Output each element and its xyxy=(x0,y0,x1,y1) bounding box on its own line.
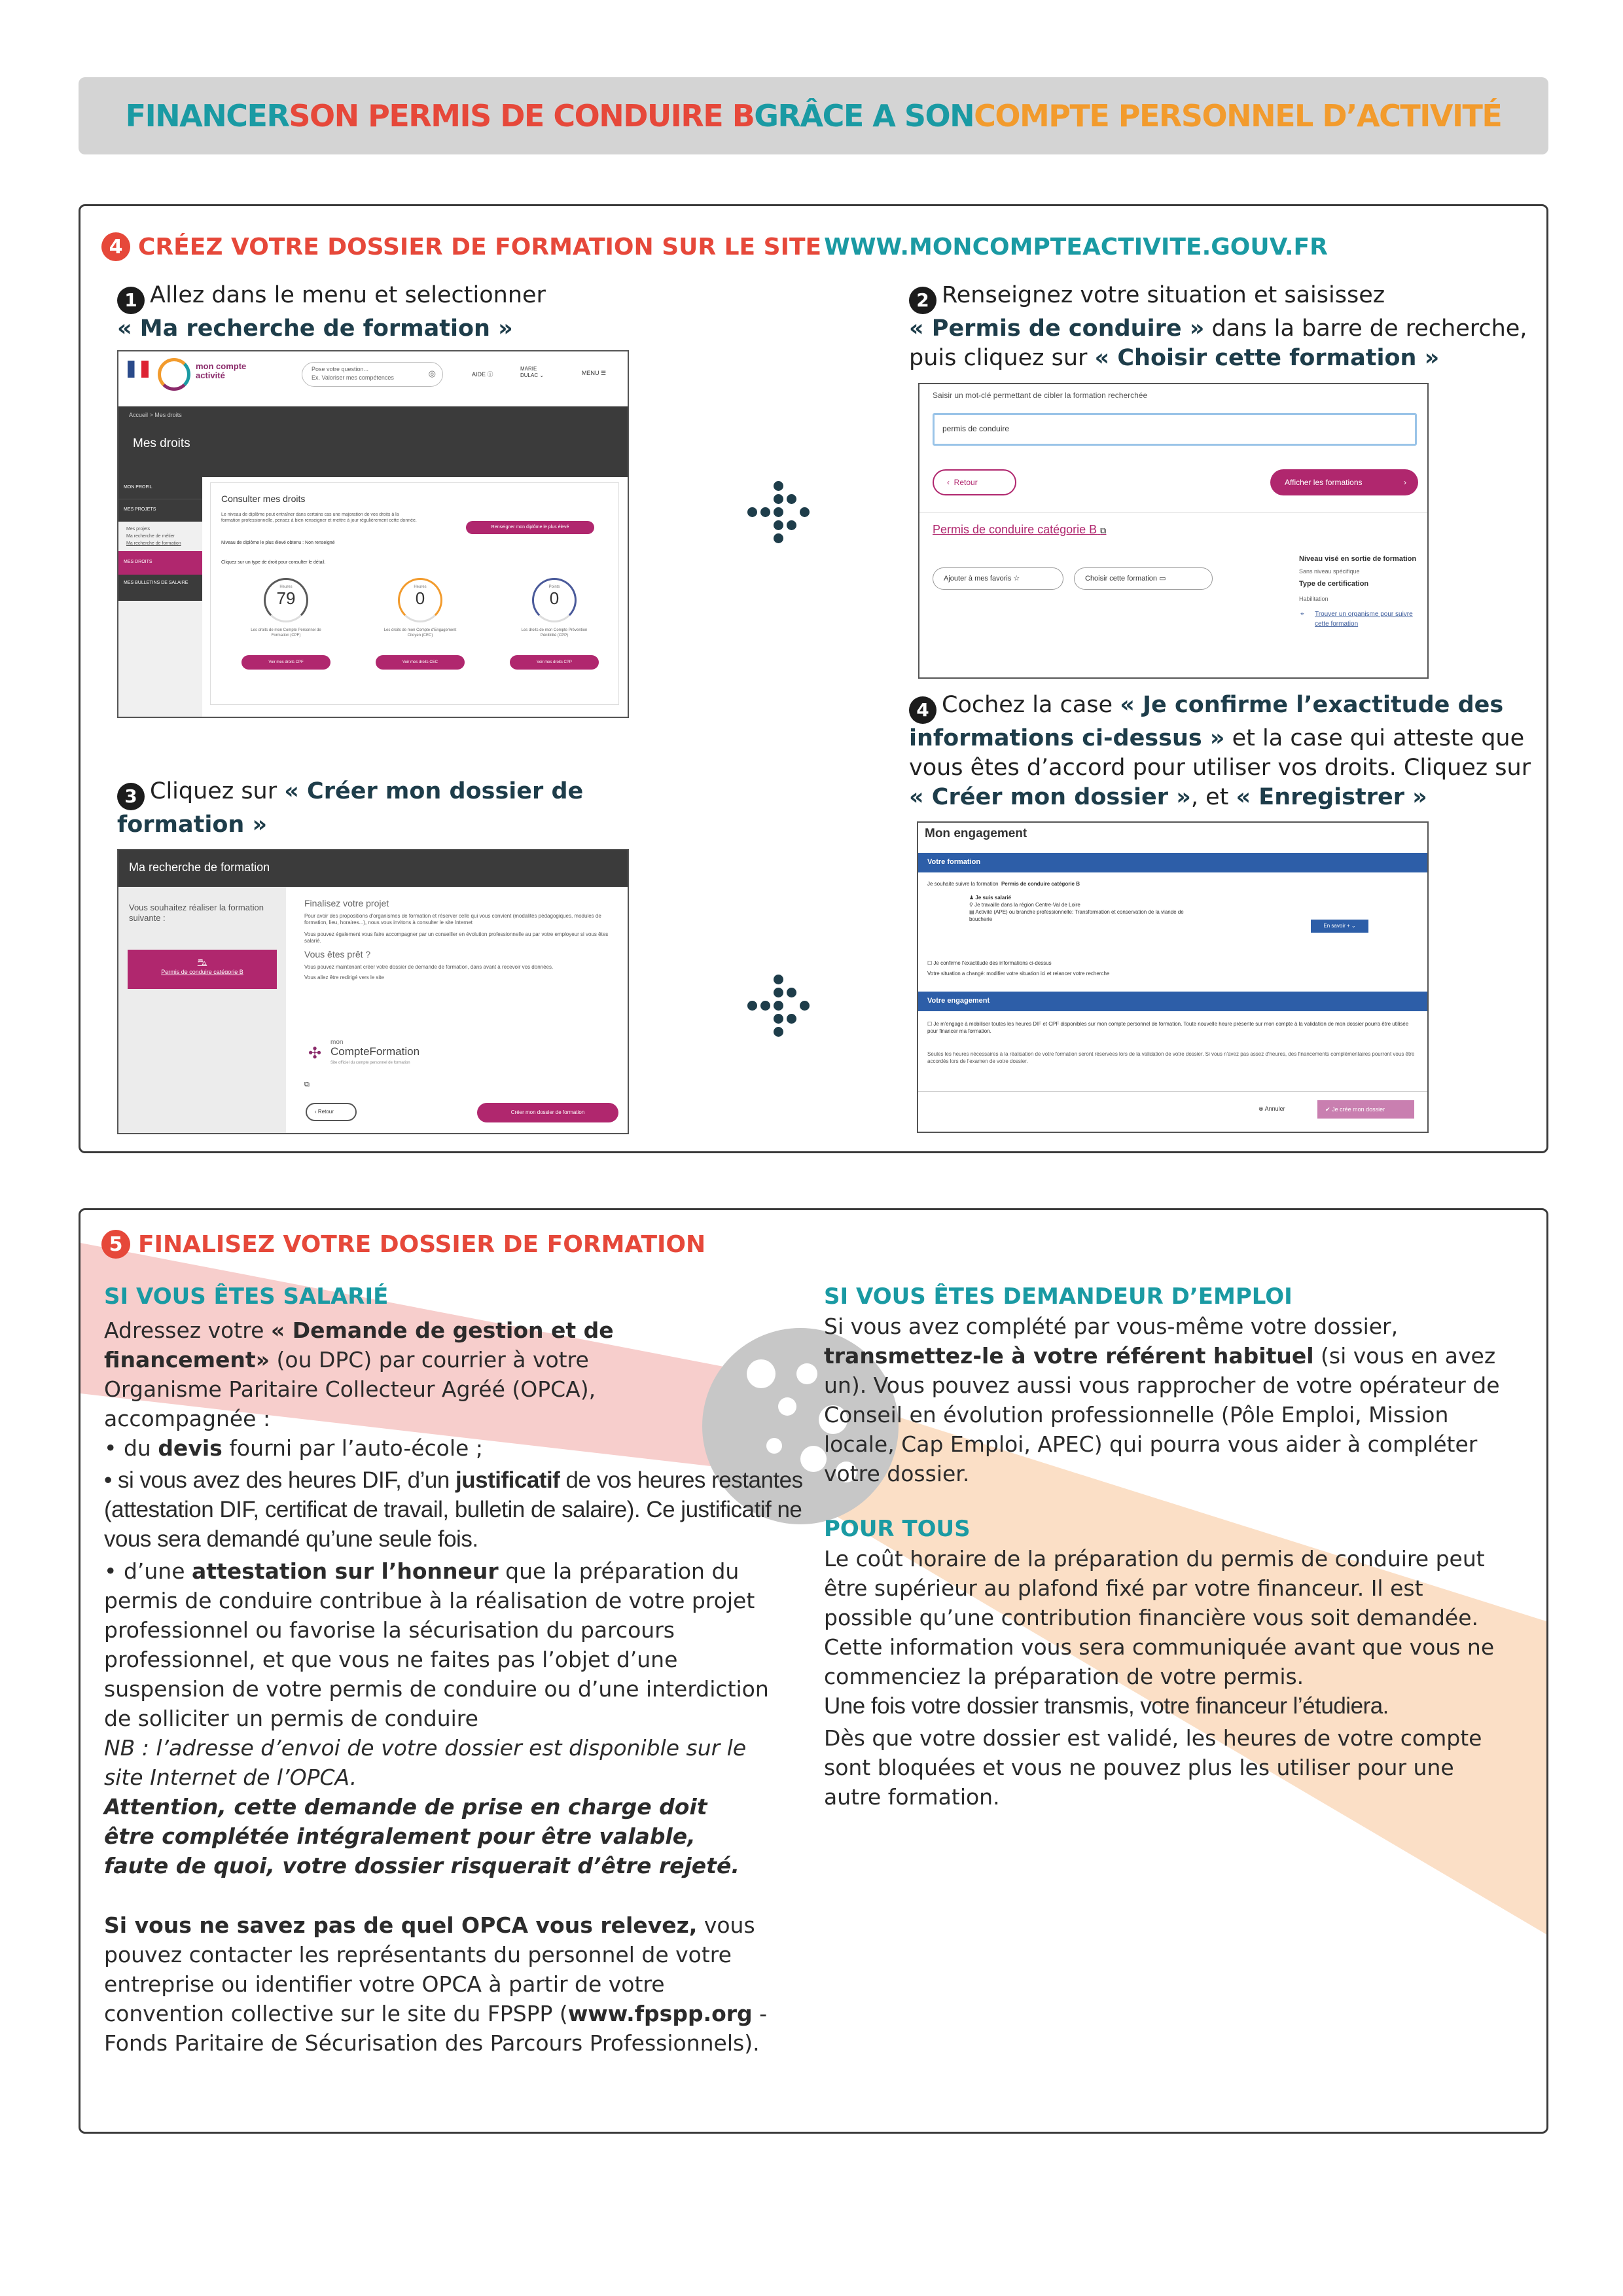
step4-text1: Cochez la case xyxy=(942,692,1120,718)
step2-text2: dans la barre de recherche, puis cliquez sur xyxy=(909,315,1527,371)
pourtous-p3: Dès que votre dossier est validé, les heures de votre compte sont bloquées et vous ne pouvez plus les utiliser pour une autre formation. xyxy=(824,1725,1482,1810)
sidebar-item-projets[interactable]: MES PROJETS xyxy=(118,499,202,522)
step-connector-icon xyxy=(743,968,815,1040)
step3-number: 3 xyxy=(117,783,145,810)
salarie-attention: Attention, cette demande de prise en charge doit être complétée intégralement pour être valable, faute de quoi, votre dossier risquerait d’être rejeté. xyxy=(104,1794,740,1878)
step3-bold: « Créer mon dossier de formation » xyxy=(117,778,584,838)
shot3-content xyxy=(304,900,618,981)
step1-number: 1 xyxy=(117,287,145,314)
shot3-p4: Vous allez être redirigé vers le site xyxy=(304,975,384,980)
gauge-ring xyxy=(398,578,442,622)
shot2-choose-button[interactable]: Choisir cette formation ▭ xyxy=(1074,567,1213,590)
step4-instruction xyxy=(909,691,1548,812)
shot4-formation-details: Je souhaite suivre la formation Permis de conduire catégorie B ♟ Je suis salarié ⚲ Je travaille dans la région Centre-Val de Loire ▤ Activité (APE) ou branche professionnelle: Transformation et conservation de la viande de boucherie xyxy=(927,881,1184,922)
marianne-logo xyxy=(128,361,149,378)
compte-activite-logo-text: mon compte activité xyxy=(196,361,247,380)
connector-dot xyxy=(774,988,783,997)
section-finalize-dossier xyxy=(79,1208,1548,2134)
sidebar-subitems xyxy=(118,522,202,551)
shot3-header: Ma recherche de formation xyxy=(118,850,628,887)
step4-bold3: « Enregistrer » xyxy=(1236,783,1427,810)
step1-instruction xyxy=(117,281,641,344)
gauge-value: 0 xyxy=(415,588,425,608)
niveau-value: Sans niveau spécifique xyxy=(1299,568,1360,575)
section4-number: 4 xyxy=(101,232,130,261)
shot3-h2: Vous êtes prêt ? xyxy=(304,949,371,960)
chevron-left-icon: ‹ xyxy=(315,1109,317,1115)
shot1-paragraph: Le niveau de diplôme peut entraîner dans certains cas une majoration de vos droits à la formation professionnelle, pensez à bien renseigner et mettre à jour régulièrement cette donnée. xyxy=(221,512,417,523)
step2-bold2: « Choisir cette formation » xyxy=(1094,344,1440,371)
shot2-org-link[interactable]: ⌖ Trouver un organisme pour suivre cette formation xyxy=(1300,611,1413,628)
logo-small: mon xyxy=(330,1039,344,1046)
logo-sub: Site officiel du compte personnel de formation xyxy=(330,1061,410,1065)
connector-dot xyxy=(774,533,783,543)
logo-main: CompteFormation xyxy=(330,1045,420,1058)
step4-bold2: « Créer mon dossier » xyxy=(909,783,1191,810)
shot2-label: Saisir un mot-clé permettant de cibler la formation recherchée xyxy=(933,391,1148,400)
screenshot-recherche-formation xyxy=(918,383,1429,679)
gauge-value: 79 xyxy=(276,588,296,608)
shot3-left-text: Vous souhaitez réaliser la formation suivante : xyxy=(129,903,264,923)
gauge-ring xyxy=(264,578,308,622)
connector-dot xyxy=(774,1027,783,1037)
type-title: Type de certification xyxy=(1299,580,1369,588)
rights-gauge xyxy=(237,578,335,702)
connector-dot xyxy=(747,507,757,517)
shot3-h1: Finalisez votre projet xyxy=(304,898,389,908)
close-icon: ⊗ xyxy=(1258,1105,1264,1112)
shot4-cancel-button[interactable]: ⊗ Annuler xyxy=(1258,1105,1285,1112)
step2-number: 2 xyxy=(909,287,936,314)
shot1-choose-text: Cliquez sur un type de droit pour consulter le détail. xyxy=(221,560,326,565)
gauge-caption: Les droits de mon Compte Prévention Pénibilité (CPP) xyxy=(521,628,588,637)
compte-activite-logo-icon xyxy=(158,358,190,391)
moncompteformation-logo xyxy=(308,1039,465,1078)
shot3-formation-button[interactable]: ⛍ Permis de conduire catégorie B xyxy=(128,950,277,989)
shot4-engage-checkbox[interactable]: ☐ Je m'engage à mobiliser toutes les heures DIF et CPF disponibles sur mon compte personnel de formation. Toute nouvelle heure présente sur mon compte à la validation de mon dossier pourra être utilisée pour financer ma formation. xyxy=(927,1021,1409,1034)
salarie-nb: NB : l’adresse d’envoi de votre dossier est disponible sur le site Internet de l’OPCA. xyxy=(104,1735,747,1790)
shot4-changed-link[interactable]: Votre situation a changé: modifier votre situation ici et relancer votre recherche xyxy=(927,971,1110,977)
shot4-note: Seules les heures nécessaires à la réalisation de votre formation seront réservées lors de la validation de votre dossier. Si vous n'avez pas assez d'heures, des financements complémentaires pourront vous être accordés lors de l'examen de votre dossier. xyxy=(927,1051,1415,1064)
step1-text: Allez dans le menu et selectionner xyxy=(150,282,546,308)
shot1-content xyxy=(210,482,619,705)
location-pin-icon: ⌖ xyxy=(1300,611,1304,618)
shot1-level-label: Niveau de diplôme le plus élevé obtenu : Non renseigné xyxy=(221,541,335,545)
chevron-left-icon: ‹ xyxy=(947,478,950,487)
gauge-button[interactable]: Voir mes droits CPP xyxy=(510,655,599,670)
sidebar-item-droits[interactable]: MES DROITS xyxy=(118,551,202,575)
connector-dot xyxy=(787,988,796,997)
type-value: Habilitation xyxy=(1299,596,1329,602)
shot4-create-button[interactable]: ✔ Je crée mon dossier xyxy=(1317,1100,1414,1119)
section4-title xyxy=(101,232,1328,261)
shot1-breadcrumb: Accueil > Mes droits xyxy=(129,412,182,418)
section4-site-link[interactable]: WWW.MONCOMPTEACTIVITE.GOUV.FR xyxy=(824,233,1328,260)
shot4-votre-engagement: Votre engagement xyxy=(918,992,1427,1011)
demandeur-heading: SI VOUS ÊTES DEMANDEUR D’EMPLOI xyxy=(824,1283,1293,1310)
connector-dot xyxy=(774,481,783,491)
folder-icon: ▭ xyxy=(1159,575,1166,583)
salarie-intro: Adressez votre « Demande de gestion et de financement» (ou DPC) par courrier à votre Organisme Paritaire Collecteur Agréé (OPCA), accompagnée : xyxy=(104,1318,614,1431)
gauge-caption: Les droits de mon Compte Personnel de Formation (CPF) xyxy=(251,628,321,637)
salarie-opca: Si vous ne savez pas de quel OPCA vous relevez, vous pouvez contacter les représentants du personnel de votre entreprise ou identifier votre OPCA à partir de votre convention collective sur le site du FPSPP (www.fpspp.org - Fonds Paritaire de Sécurisation des Parcours Professionnels). xyxy=(104,1912,768,2056)
screenshot-creer-dossier xyxy=(117,849,629,1134)
connector-dot xyxy=(787,494,796,504)
gauge-unit: Heures xyxy=(279,585,293,589)
connector-dot xyxy=(774,1001,783,1011)
demandeur-column xyxy=(824,1282,1531,1812)
connector-dot xyxy=(774,975,783,984)
niveau-title: Niveau visé en sortie de formation xyxy=(1299,555,1417,563)
connector-dot xyxy=(800,507,810,517)
salarie-bullet-attestation: • d’une attestation sur l’honneur que la préparation du permis de conduire contribue à la réalisation de votre projet professionnel ou favorise la sécurisation du parcours professionnel, et que vous ne faites pas l’objet d’une suspension de votre permis de conduire ou d’une interdiction de solliciter un permis de conduire xyxy=(104,1558,769,1731)
screenshot-mes-droits xyxy=(117,350,629,718)
pourtous-heading: POUR TOUS xyxy=(824,1516,971,1542)
screenshot-mon-engagement xyxy=(917,821,1429,1133)
salarie-column xyxy=(104,1282,804,2058)
title-part-grace: GRÂCE A SON xyxy=(754,98,974,134)
star-icon: ☆ xyxy=(1013,575,1020,583)
step4-text2: et la case qui atteste que vous êtes d’accord pour utiliser vos droits. Cliquez sur xyxy=(909,725,1531,781)
step4-number: 4 xyxy=(909,696,936,724)
shot3-p1: Pour avoir des propositions d'organismes de formation et réserver celle qui vous convient (modalités pédagogiques, modules de formation, lieu, horaires...), nous vous invitons à consulter le site Internet xyxy=(304,913,601,925)
shot2-info-panel xyxy=(1299,554,1423,629)
section4-title-text: CRÉEZ VOTRE DOSSIER DE FORMATION SUR LE SITE xyxy=(138,233,822,260)
gauge-unit: Points xyxy=(548,585,560,589)
section5-title-text: FINALISEZ VOTRE DOSSIER DE FORMATION xyxy=(138,1230,706,1258)
step3-instruction xyxy=(117,777,641,840)
sidebar-subitem-metier[interactable]: Ma recherche de métier xyxy=(126,534,175,539)
section5-title xyxy=(101,1230,705,1259)
shot2-search-input[interactable]: permis de conduire xyxy=(933,413,1417,446)
shot1-heading: Consulter mes droits xyxy=(221,493,306,504)
external-link-icon: ⧉ xyxy=(1100,526,1107,535)
shot1-level-button[interactable]: Renseigner mon diplôme le plus élevé xyxy=(466,521,594,534)
external-link-icon: ⧉ xyxy=(304,1081,310,1088)
step1-bold: « Ma recherche de formation » xyxy=(117,315,513,342)
sidebar-subitem-formation[interactable]: Ma recherche de formation xyxy=(126,541,181,546)
shot1-search-input[interactable]: Pose votre question... Ex. Valoriser mes compétences ◎ xyxy=(302,362,443,387)
car-icon: ⛍ xyxy=(197,956,207,967)
connector-dot xyxy=(747,1001,757,1011)
sidebar-item-profil[interactable]: MON PROFIL xyxy=(118,477,202,499)
shot2-fav-button[interactable]: Ajouter à mes favoris ☆ xyxy=(933,567,1063,590)
salarie-bullet-devis: • du devis fourni par l’auto-école ; xyxy=(104,1435,483,1461)
gauge-button[interactable]: Voir mes droits CPF xyxy=(241,655,330,670)
shot1-menu-button[interactable]: MENU ☰ xyxy=(582,370,607,376)
shot4-title: Mon engagement xyxy=(925,827,1027,840)
shot2-back-button[interactable]: ‹ Retour xyxy=(933,469,1016,495)
connector-dot xyxy=(787,520,796,530)
shot2-result-link[interactable]: Permis de conduire catégorie B ⧉ xyxy=(933,523,1107,536)
gauge-unit: Heures xyxy=(414,585,427,589)
connector-dot xyxy=(760,507,770,517)
salarie-heading: SI VOUS ÊTES SALARIÉ xyxy=(104,1283,389,1310)
title-part-compte: COMPTE PERSONNEL D’ACTIVITÉ xyxy=(974,98,1502,134)
shot3-p3: Vous pouvez maintenant créer votre dossier de demande de formation, dans avant à recevoir vos données. xyxy=(304,964,554,970)
gauge-caption: Les droits de mon Compte d'Engagement Citoyen (CEC) xyxy=(383,628,457,637)
shot4-votre-formation: Votre formation xyxy=(918,853,1427,872)
divider xyxy=(919,512,1427,513)
connector-dot xyxy=(800,1001,810,1011)
title-part-permis: SON PERMIS DE CONDUIRE B xyxy=(289,98,755,134)
step4-bold1: « Je confirme l’exactitude des informations ci-dessus » xyxy=(909,692,1504,751)
shot1-title-bar xyxy=(118,406,628,477)
pourtous-p1: Le coût horaire de la préparation du permis de conduire peut être supérieur au plafond fixé par votre financeur. Il est possible qu’une contribution financière vous soit demandée. Cette information vous sera communiquée avant que vous ne commenciez la préparation de votre permis. xyxy=(824,1546,1495,1689)
step2-bold1: « Permis de conduire » xyxy=(909,315,1205,342)
person-icon: ✣ xyxy=(308,1045,322,1062)
shot3-back-button[interactable]: ‹ Retour xyxy=(306,1103,357,1121)
step2-text1: Renseignez votre situation et saisissez xyxy=(942,282,1385,308)
shot3-create-button[interactable]: Créer mon dossier de formation xyxy=(477,1103,618,1122)
shot3-p2: Vous pouvez également vous faire accompagner par un conseiller en évolution professionnelle au par votre employeur si vous êtes salarié. xyxy=(304,931,609,944)
page-title-banner xyxy=(79,77,1548,154)
shot4-confirm-checkbox[interactable]: ☐ Je confirme l'exactitude des informations ci-dessus xyxy=(927,960,1052,966)
demandeur-text: Si vous avez complété par vous-même votre dossier, transmettez-le à votre référent habituel (si vous en avez un). Vous pouvez aussi vous rapprocher de votre opérateur de Conseil en évolution professionnelle (Pôle Emploi, Mission locale, Cap Emploi, APEC) qui pourra vous aider à compléter votre dossier. xyxy=(824,1314,1500,1486)
gauge-button[interactable]: Voir mes droits CEC xyxy=(376,655,465,670)
shot2-show-button[interactable]: Afficher les formations › xyxy=(1270,469,1418,495)
chevron-right-icon: › xyxy=(1404,478,1406,487)
connector-dot xyxy=(774,507,783,517)
salarie-bullet-justificatif: • si vous avez des heures DIF, d’un justificatif de vos heures restantes (attestation DIF, certificat de travail, bulletin de salaire). Ce justificatif ne vous sera demandé qu’une seule fois. xyxy=(104,1467,803,1552)
shot1-page-title: Mes droits xyxy=(133,437,190,450)
rights-gauge xyxy=(371,578,469,702)
fpspp-link[interactable]: www.fpspp.org xyxy=(567,2001,753,2026)
shot1-header xyxy=(118,351,628,406)
rights-gauge xyxy=(505,578,603,702)
gauge-ring xyxy=(532,578,577,622)
shot3-left-panel xyxy=(118,887,286,1134)
gauge-value: 0 xyxy=(549,588,560,608)
step4-text3: , et xyxy=(1190,783,1236,810)
step3-text: Cliquez sur xyxy=(150,778,285,804)
pourtous-p2: Une fois votre dossier transmis, votre financeur l’étudiera. xyxy=(824,1693,1389,1719)
connector-dot xyxy=(774,520,783,530)
shot4-know-more-button[interactable]: En savoir + ⌄ xyxy=(1311,920,1368,933)
connector-dot xyxy=(774,494,783,504)
sidebar-subitem-projets[interactable]: Mes projets xyxy=(126,527,151,531)
section5-number: 5 xyxy=(101,1230,130,1259)
step2-instruction xyxy=(909,281,1537,373)
shot1-user-menu[interactable]: MARIE DULAC ⌄ xyxy=(520,366,544,378)
connector-dot xyxy=(760,1001,770,1011)
shot1-aide-button[interactable]: AIDE ⓘ xyxy=(472,371,493,378)
shot1-sidebar xyxy=(118,477,202,718)
check-icon: ✔ xyxy=(1325,1106,1330,1113)
sidebar-item-bulletins[interactable]: MES BULLETINS DE SALAIRE xyxy=(118,575,202,601)
connector-dot xyxy=(774,1014,783,1024)
section-create-dossier xyxy=(79,204,1548,1153)
chat-icon: ◎ xyxy=(428,368,436,378)
step-connector-icon xyxy=(743,475,815,547)
title-part-financer: FINANCER xyxy=(125,98,289,134)
connector-dot xyxy=(787,1014,796,1024)
divider xyxy=(918,1091,1427,1092)
